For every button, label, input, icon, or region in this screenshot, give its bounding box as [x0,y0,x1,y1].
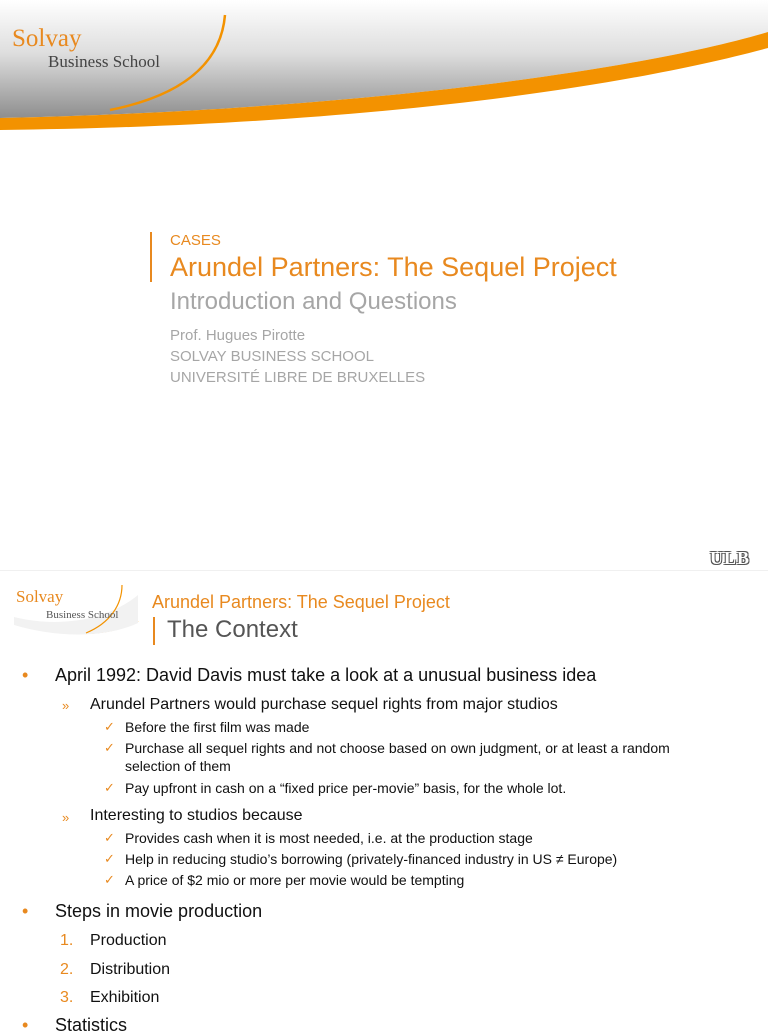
sub-bullet-item: Arundel Partners would purchase sequel rights from major studios [90,696,558,713]
check-item: Before the first film was made [125,719,310,735]
sub-bullet-item: Interesting to studios because [90,807,303,824]
numbered-item: Exhibition [90,989,160,1006]
check-item-continuation: selection of them [125,758,231,774]
check-icon: ✓ [104,780,115,795]
check-item: A price of $2 mio or more per movie would be tempting [125,872,465,888]
logo-solvay-text: Solvay [16,587,64,606]
solvay-logo-small [14,583,142,639]
check-icon: ✓ [104,740,115,755]
check-icon: ✓ [104,830,115,845]
bullet-marker: • [22,665,29,685]
logo-business-school-text: Business School [46,609,119,621]
bullet-marker: • [22,901,29,921]
numbered-item: Production [90,932,167,949]
number-marker: 3. [60,989,74,1006]
page-title: Arundel Partners: The Sequel Project [170,252,617,282]
title-accent-bar [150,232,152,282]
bullet-item: April 1992: David Davis must take a look at a unusual business idea [55,665,597,685]
check-icon: ✓ [104,851,115,866]
check-item: Pay upfront in cash on a “fixed price per-movie” basis, for the whole lot. [125,780,567,796]
author-name: Prof. Hugues Pirotte [170,327,306,344]
check-item: Purchase all sequel rights and not choose based on own judgment, or at least a random [125,740,670,756]
number-marker: 2. [60,961,74,978]
bullet-item: Statistics [55,1015,128,1035]
check-item: Help in reducing studio’s borrowing (privately-financed industry in US ≠ Europe) [125,851,618,867]
slide-title: Arundel Partners: The Sequel Project [152,592,450,612]
number-marker: 1. [60,932,74,949]
school-name: SOLVAY BUSINESS SCHOOL [170,348,374,365]
check-item: Provides cash when it is most needed, i.e. at the production stage [125,830,533,846]
check-icon: ✓ [104,872,115,887]
context-slide [0,570,768,1035]
bullet-marker: • [22,1015,29,1035]
logo-solvay-text: Solvay [12,25,82,52]
subtitle-accent-bar [153,617,155,645]
slide-subtitle: The Context [167,616,298,643]
numbered-item: Distribution [90,961,171,978]
ulb-logo: ULB [709,548,750,568]
solvay-logo [12,26,160,72]
logo-business-school-text: Business School [48,52,160,71]
bullet-item: Steps in movie production [55,901,263,921]
sub-bullet-marker: » [62,698,70,713]
cases-label: CASES [170,232,221,249]
sub-bullet-marker: » [62,810,70,825]
page-subtitle: Introduction and Questions [170,288,457,315]
check-icon: ✓ [104,719,115,734]
university-name: UNIVERSITÉ LIBRE DE BRUXELLES [170,369,426,386]
